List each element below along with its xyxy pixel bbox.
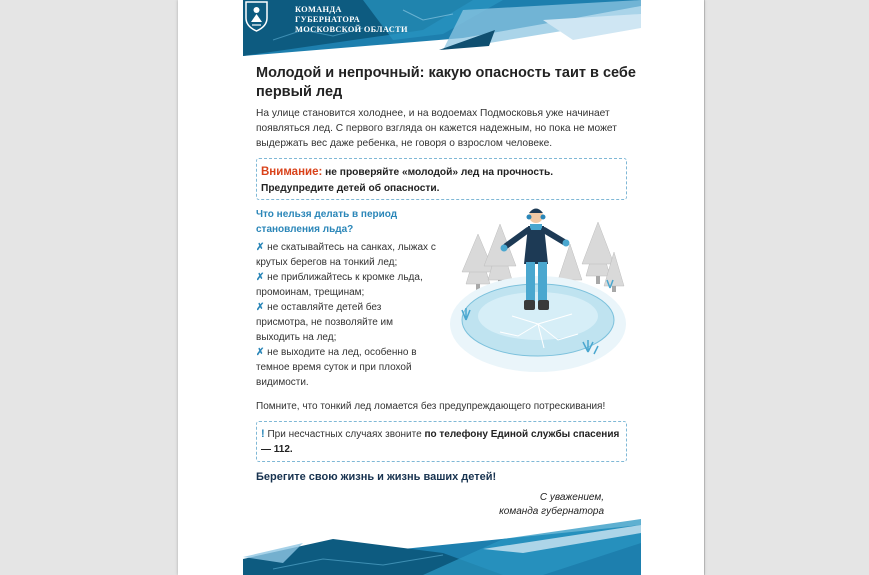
info-text	[261, 427, 621, 457]
exclamation-icon: !	[261, 428, 265, 440]
footer-banner	[243, 519, 641, 575]
logo-line-3: МОСКОВСКОЙ ОБЛАСТИ	[295, 25, 408, 34]
list-item-text: не выходите на лед, особенно в темное время суток и при плохой видимости.	[256, 347, 417, 388]
list-item-text: не оставляйте детей без присмотра, не позволяйте им выходить на лед;	[256, 302, 393, 343]
header-banner	[243, 0, 641, 56]
warning-message: не проверяйте «молодой» лед на прочность. Предупредите детей об опасности.	[261, 167, 554, 194]
dont-heading: Что нельзя делать в период становления льда?	[256, 209, 398, 235]
cross-icon: ✗	[256, 272, 265, 283]
list-item	[256, 240, 436, 270]
signature-line-1: С уважением,	[539, 492, 604, 503]
info-phone: по телефону Единой службы спасения — 112.	[261, 429, 620, 455]
warning-box	[256, 158, 627, 200]
intro-paragraph: На улице становится холоднее, и на водоемах Подмосковья уже начинает появляться лед. С первого взгляда он кажется надежным, но пока не может выдержать вес даже ребенка, не говоря о взрослом человеке.	[256, 108, 617, 149]
list-item	[256, 300, 436, 345]
info-box	[256, 421, 627, 462]
info-message: При несчастных случаях звоните	[264, 429, 425, 440]
warning-text	[261, 164, 621, 197]
list-item	[256, 345, 436, 390]
list-item-text: не скатывайтесь на санках, лыжах с крутых берегов на тонкий лед;	[256, 242, 436, 268]
footer-banner-graphic	[243, 519, 641, 575]
cross-icon: ✗	[256, 302, 265, 313]
signature	[458, 491, 604, 519]
signature-line-2: команда губернатора	[499, 506, 604, 517]
person-on-thin-ice-illustration	[448, 204, 628, 374]
cross-icon: ✗	[256, 347, 265, 358]
cross-icon: ✗	[256, 242, 265, 253]
warning-label: Внимание:	[261, 166, 323, 178]
page-title: Молодой и непрочный: какую опасность таит в себе первый лед	[256, 65, 636, 100]
list-item-text: не приближайтесь к кромке льда, промоинам, трещинам;	[256, 272, 423, 298]
dont-list	[256, 240, 436, 390]
logo-line-1: КОМАНДА	[295, 5, 342, 14]
document-page	[178, 0, 704, 575]
logo-line-2: ГУБЕРНАТОРА	[295, 15, 360, 24]
moscow-region-emblem-icon	[243, 0, 270, 32]
remember-note: Помните, что тонкий лед ломается без предупреждающего потрескивания!	[256, 401, 606, 412]
page-border-right	[704, 0, 705, 575]
closing-appeal: Берегите свою жизнь и жизнь ваших детей!	[256, 471, 497, 483]
list-item	[256, 270, 436, 300]
logo-text	[295, 5, 408, 35]
